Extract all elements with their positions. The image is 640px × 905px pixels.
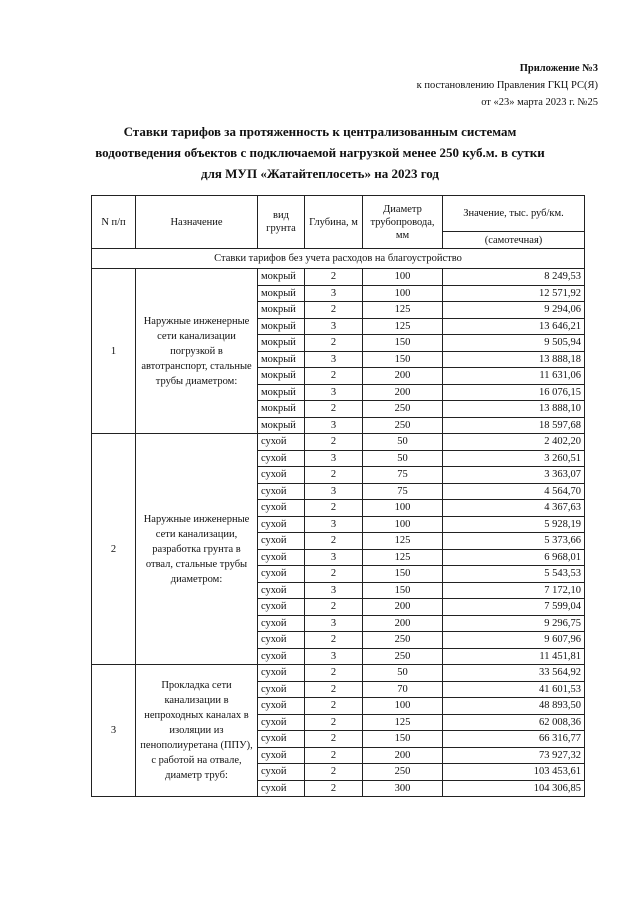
group-number: 1 [92,269,136,434]
soil-cell: сухой [258,632,305,649]
soil-cell: сухой [258,434,305,451]
soil-cell: сухой [258,582,305,599]
document-title-line-2: водоотведения объектов с подключаемой нагрузкой менее 250 куб.м. в сутки [95,145,545,160]
diameter-cell: 150 [363,335,443,352]
soil-cell: мокрый [258,335,305,352]
document-title-line-1: Ставки тарифов за протяженность к централизованным системам [123,124,517,139]
soil-cell: мокрый [258,302,305,319]
value-cell: 7 172,10 [443,582,585,599]
appendix-line-1: к постановлению Правления ГКЦ РС(Я) [416,80,598,91]
depth-cell: 2 [305,665,363,682]
diameter-cell: 150 [363,731,443,748]
depth-cell: 3 [305,450,363,467]
depth-cell: 2 [305,632,363,649]
diameter-cell: 125 [363,549,443,566]
soil-cell: сухой [258,665,305,682]
header-soil: вид грунта [258,196,305,249]
depth-cell: 3 [305,351,363,368]
depth-cell: 2 [305,747,363,764]
diameter-cell: 100 [363,285,443,302]
depth-cell: 3 [305,318,363,335]
depth-cell: 3 [305,648,363,665]
soil-cell: мокрый [258,401,305,418]
value-cell: 13 646,21 [443,318,585,335]
diameter-cell: 200 [363,384,443,401]
diameter-cell: 150 [363,582,443,599]
diameter-cell: 250 [363,632,443,649]
soil-cell: сухой [258,500,305,517]
diameter-cell: 125 [363,533,443,550]
diameter-cell: 250 [363,401,443,418]
depth-cell: 3 [305,582,363,599]
depth-cell: 2 [305,302,363,319]
value-cell: 13 888,10 [443,401,585,418]
soil-cell: сухой [258,764,305,781]
depth-cell: 3 [305,483,363,500]
section-title: Ставки тарифов без учета расходов на благоустройство [92,249,585,269]
value-cell: 48 893,50 [443,698,585,715]
header-purpose: Назначение [136,196,258,249]
depth-cell: 2 [305,681,363,698]
diameter-cell: 75 [363,483,443,500]
value-cell: 4 367,63 [443,500,585,517]
group-number: 2 [92,434,136,665]
diameter-cell: 100 [363,698,443,715]
diameter-cell: 300 [363,780,443,797]
value-cell: 13 888,18 [443,351,585,368]
group-description: Прокладка сети канализации в непроходных каналах в изоляции из пенополиуретана (ППУ), с работой на отвале, диаметр труб: [136,665,258,797]
depth-cell: 2 [305,335,363,352]
value-cell: 6 968,01 [443,549,585,566]
table-body [92,249,585,797]
soil-cell: сухой [258,780,305,797]
value-cell: 2 402,20 [443,434,585,451]
depth-cell: 2 [305,533,363,550]
soil-cell: сухой [258,681,305,698]
depth-cell: 2 [305,434,363,451]
depth-cell: 3 [305,615,363,632]
appendix-title: Приложение №3 [519,63,598,74]
soil-cell: мокрый [258,384,305,401]
depth-cell: 3 [305,549,363,566]
depth-cell: 2 [305,764,363,781]
soil-cell: мокрый [258,368,305,385]
soil-cell: сухой [258,483,305,500]
soil-cell: мокрый [258,318,305,335]
value-cell: 11 631,06 [443,368,585,385]
soil-cell: мокрый [258,285,305,302]
diameter-cell: 50 [363,434,443,451]
value-cell: 104 306,85 [443,780,585,797]
diameter-cell: 125 [363,714,443,731]
diameter-cell: 50 [363,450,443,467]
diameter-cell: 75 [363,467,443,484]
diameter-cell: 200 [363,368,443,385]
diameter-cell: 50 [363,665,443,682]
value-cell: 5 373,66 [443,533,585,550]
group-description: Наружные инженерные сети канализации погрузкой в автотранспорт, стальные трубы диаметром: [136,269,258,434]
soil-cell: сухой [258,566,305,583]
depth-cell: 3 [305,516,363,533]
depth-cell: 2 [305,780,363,797]
depth-cell: 2 [305,269,363,286]
appendix-line-2: от «23» марта 2023 г. №25 [481,97,598,108]
value-cell: 3 363,07 [443,467,585,484]
soil-cell: сухой [258,714,305,731]
header-num: N п/п [92,196,136,249]
soil-cell: сухой [258,731,305,748]
document-title-line-3: для МУП «Жатайтеплосеть» на 2023 год [201,166,439,181]
soil-cell: сухой [258,467,305,484]
value-cell: 8 249,53 [443,269,585,286]
value-cell: 12 571,92 [443,285,585,302]
value-cell: 18 597,68 [443,417,585,434]
value-cell: 11 451,81 [443,648,585,665]
group-description: Наружные инженерные сети канализации, разработка грунта в отвал, стальные трубы диаметром: [136,434,258,665]
appendix-header [417,60,598,111]
soil-cell: сухой [258,533,305,550]
diameter-cell: 250 [363,648,443,665]
header-value: Значение, тыс. руб/км. [443,196,585,232]
diameter-cell: 125 [363,318,443,335]
value-cell: 7 599,04 [443,599,585,616]
soil-cell: сухой [258,549,305,566]
depth-cell: 2 [305,368,363,385]
depth-cell: 3 [305,384,363,401]
value-cell: 5 543,53 [443,566,585,583]
value-cell: 33 564,92 [443,665,585,682]
diameter-cell: 70 [363,681,443,698]
value-cell: 9 607,96 [443,632,585,649]
depth-cell: 2 [305,566,363,583]
soil-cell: сухой [258,648,305,665]
soil-cell: сухой [258,599,305,616]
header-value-sub: (самотечная) [443,232,585,249]
diameter-cell: 100 [363,500,443,517]
depth-cell: 2 [305,500,363,517]
diameter-cell: 125 [363,302,443,319]
value-cell: 4 564,70 [443,483,585,500]
diameter-cell: 100 [363,516,443,533]
soil-cell: сухой [258,516,305,533]
soil-cell: сухой [258,747,305,764]
diameter-cell: 150 [363,566,443,583]
soil-cell: сухой [258,450,305,467]
value-cell: 41 601,53 [443,681,585,698]
depth-cell: 3 [305,285,363,302]
table-row [92,269,585,286]
soil-cell: сухой [258,615,305,632]
diameter-cell: 150 [363,351,443,368]
document-title [70,121,570,184]
soil-cell: мокрый [258,269,305,286]
header-depth: Глубина, м [305,196,363,249]
diameter-cell: 250 [363,764,443,781]
value-cell: 62 008,36 [443,714,585,731]
depth-cell: 2 [305,714,363,731]
diameter-cell: 200 [363,747,443,764]
value-cell: 103 453,61 [443,764,585,781]
group-number: 3 [92,665,136,797]
soil-cell: мокрый [258,417,305,434]
diameter-cell: 100 [363,269,443,286]
value-cell: 66 316,77 [443,731,585,748]
table-row [92,665,585,682]
depth-cell: 2 [305,401,363,418]
diameter-cell: 200 [363,615,443,632]
value-cell: 9 296,75 [443,615,585,632]
table-row [92,434,585,451]
soil-cell: сухой [258,698,305,715]
tariff-table [91,195,585,797]
header-diameter: Диаметр трубопровода, мм [363,196,443,249]
value-cell: 9 505,94 [443,335,585,352]
value-cell: 3 260,51 [443,450,585,467]
diameter-cell: 250 [363,417,443,434]
diameter-cell: 200 [363,599,443,616]
depth-cell: 2 [305,467,363,484]
soil-cell: мокрый [258,351,305,368]
depth-cell: 2 [305,731,363,748]
value-cell: 5 928,19 [443,516,585,533]
value-cell: 9 294,06 [443,302,585,319]
value-cell: 73 927,32 [443,747,585,764]
value-cell: 16 076,15 [443,384,585,401]
depth-cell: 2 [305,698,363,715]
depth-cell: 2 [305,599,363,616]
depth-cell: 3 [305,417,363,434]
